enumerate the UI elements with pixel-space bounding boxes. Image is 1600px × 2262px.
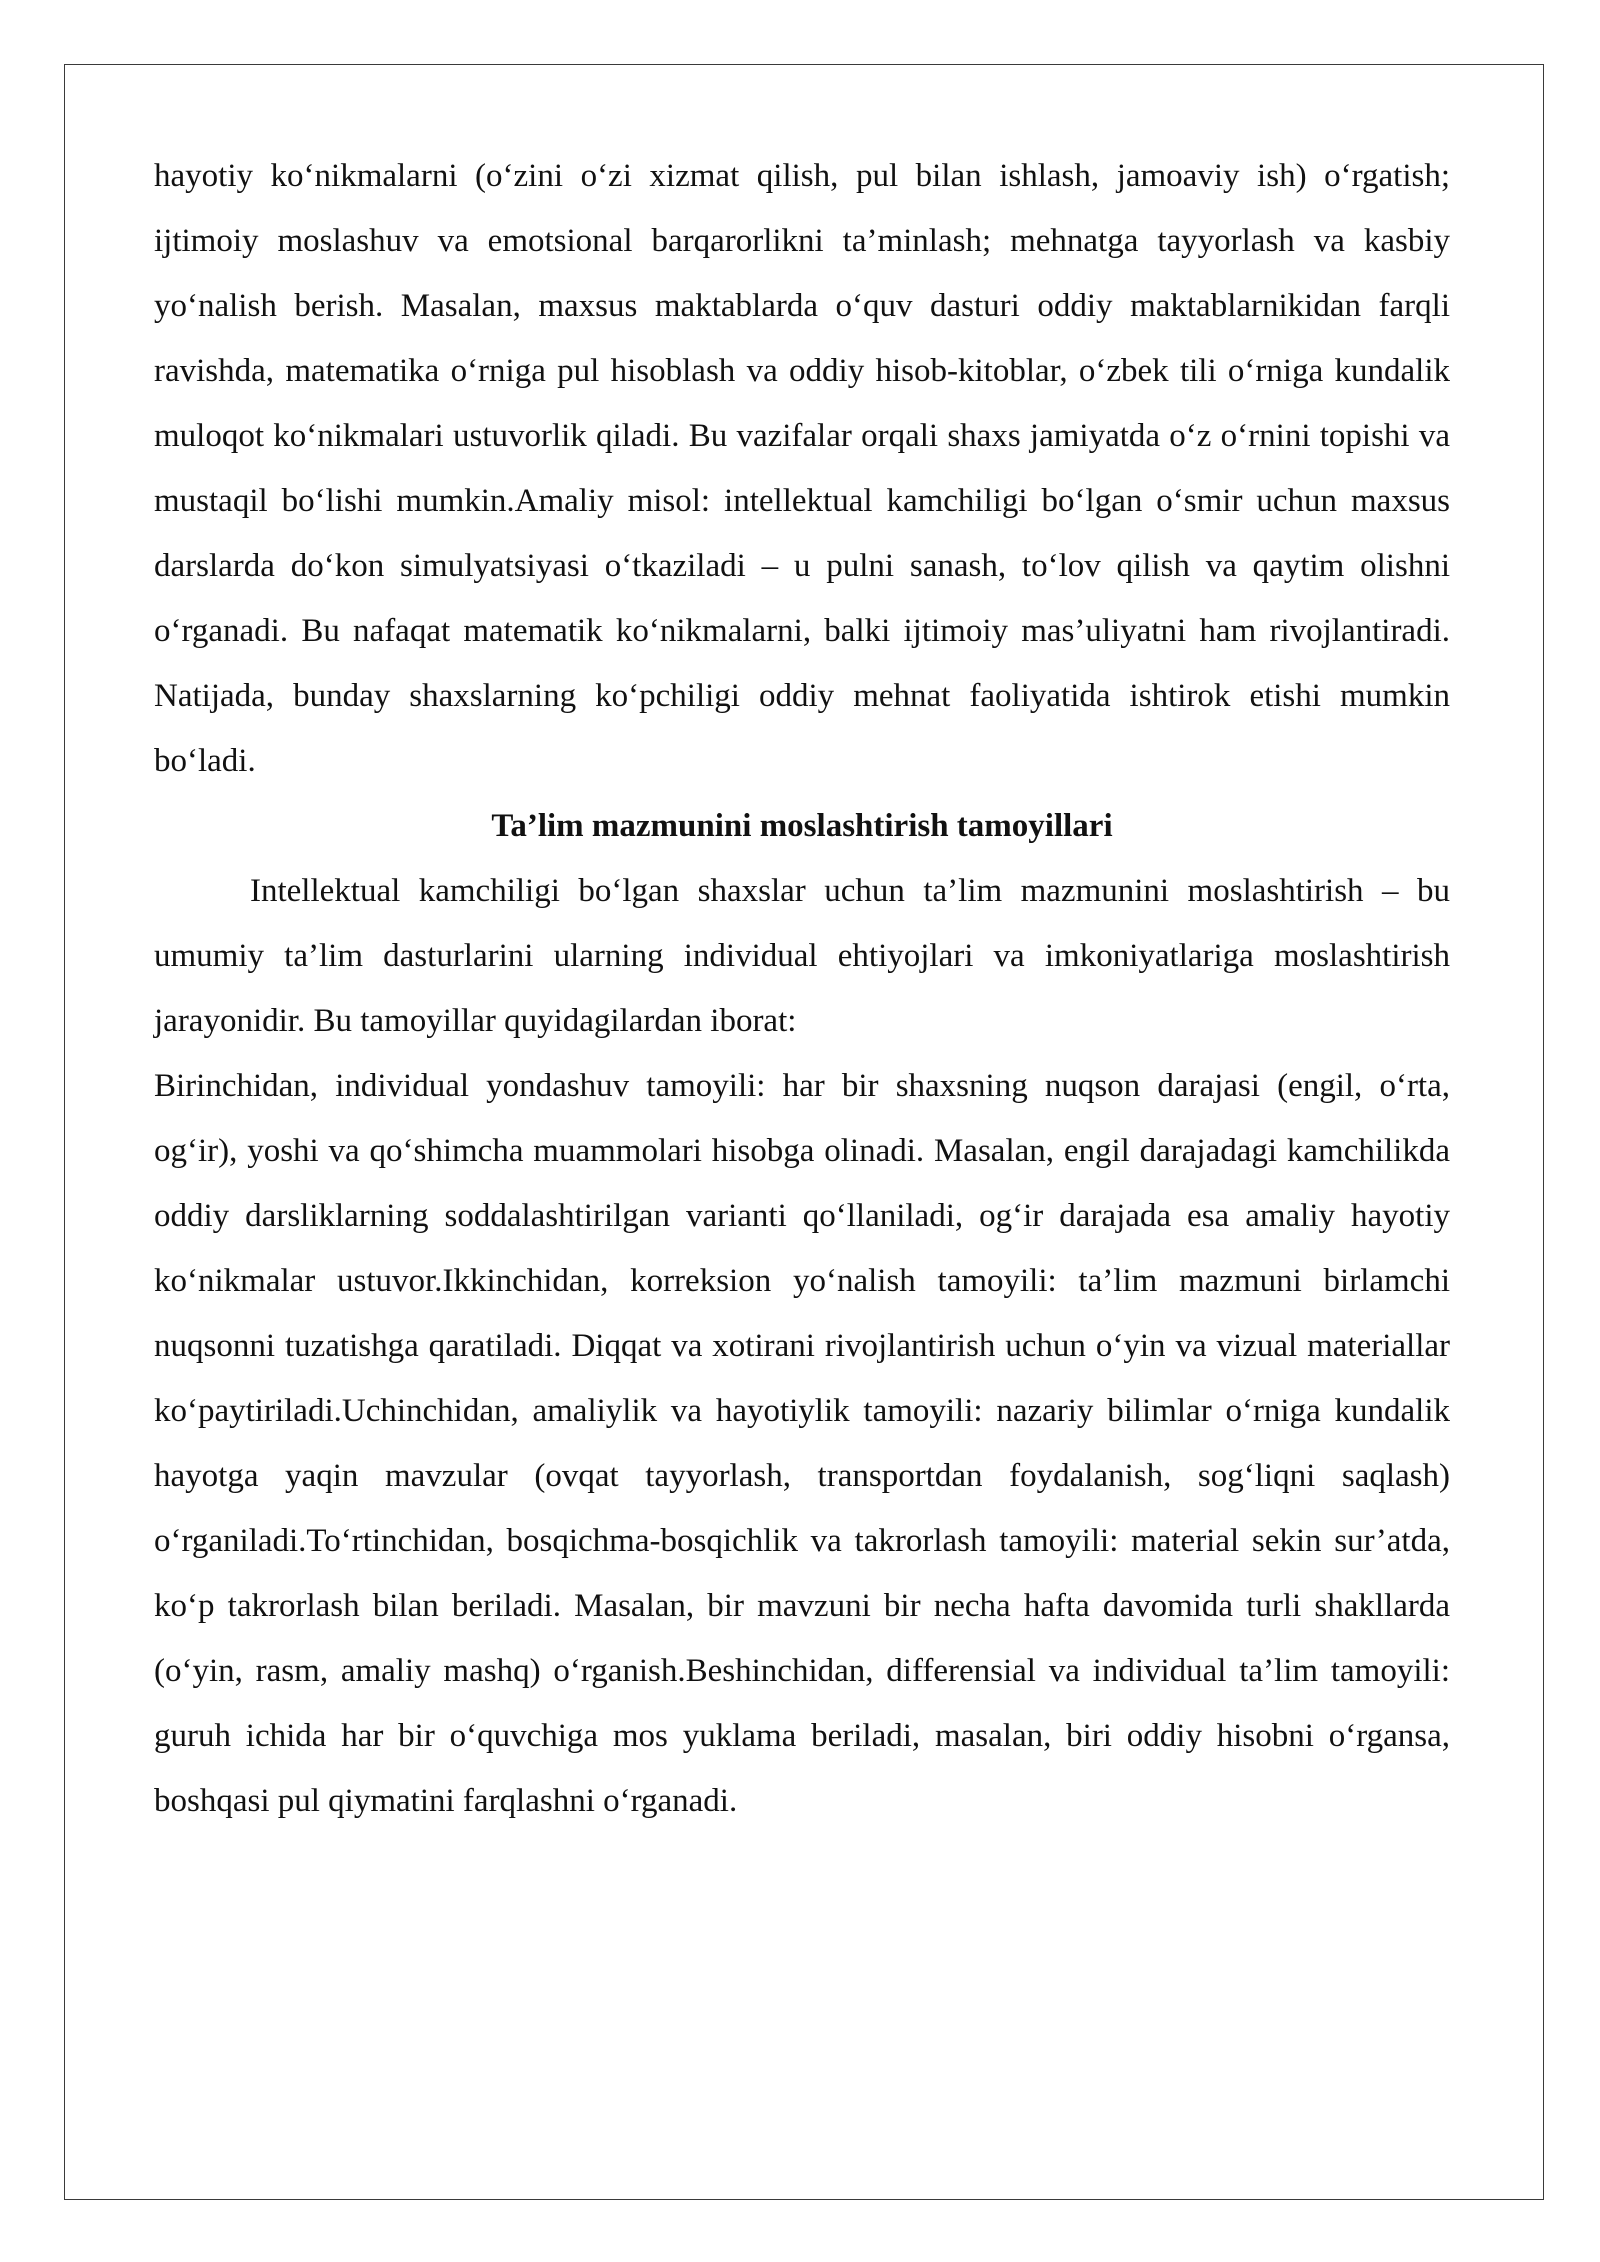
document-body [154, 144, 1450, 1834]
body-paragraph: Intellektual kamchiligi bo‘lgan shaxslar uchun ta’lim mazmunini moslashtirish – bu umumiy ta’lim dasturlarini ularning individual ehtiyojlari va imkoniyatlariga moslashtirish jarayonidir. Bu tamoyillar quyidagilardan iborat: [154, 873, 1450, 1039]
section-heading: Ta’lim mazmunini moslashtirish tamoyillari [491, 808, 1113, 844]
body-paragraph: hayotiy ko‘nikmalarni (o‘zini o‘zi xizmat qilish, pul bilan ishlash, jamoaviy ish) o‘rgatish; ijtimoiy moslashuv va emotsional barqarorlikni ta’minlash; mehnatga tayyorlash va kasbiy yo‘nalish berish. Masalan, maxsus maktablarda o‘quv dasturi oddiy maktablarnikidan farqli ravishda, matematika o‘rniga pul hisoblash va oddiy hisob-kitoblar, o‘zbek tili o‘rniga kundalik muloqot ko‘nikmalari ustuvorlik qiladi. Bu vazifalar orqali shaxs jamiyatda o‘z o‘rnini topishi va mustaqil bo‘lishi mumkin.Amaliy misol: intellektual kamchiligi bo‘lgan o‘smir uchun maxsus darslarda do‘kon simulyatsiyasi o‘tkaziladi – u pulni sanash, to‘lov qilish va qaytim olishni o‘rganadi. Bu nafaqat matematik ko‘nikmalarni, balki ijtimoiy mas’uliyatni ham rivojlantiradi. Natijada, bunday shaxslarning ko‘pchiligi oddiy mehnat faoliyatida ishtirok etishi mumkin bo‘ladi. [154, 158, 1450, 779]
body-paragraph: Birinchidan, individual yondashuv tamoyili: har bir shaxsning nuqson darajasi (engil, o‘rta, og‘ir), yoshi va qo‘shimcha muammolari hisobga olinadi. Masalan, engil darajadagi kamchilikda oddiy darsliklarning soddalashtirilgan varianti qo‘llaniladi, og‘ir darajada esa amaliy hayotiy ko‘nikmalar ustuvor.Ikkinchidan, korreksion yo‘nalish tamoyili: ta’lim mazmuni birlamchi nuqsonni tuzatishga qaratiladi. Diqqat va xotirani rivojlantirish uchun o‘yin va vizual materiallar ko‘paytiriladi.Uchinchidan, amaliylik va hayotiylik tamoyili: nazariy bilimlar o‘rniga kundalik hayotga yaqin mavzular (ovqat tayyorlash, transportdan foydalanish, sog‘liqni saqlash) o‘rganiladi.To‘rtinchidan, bosqichma-bosqichlik va takrorlash tamoyili: material sekin sur’atda, ko‘p takrorlash bilan beriladi. Masalan, bir mavzuni bir necha hafta davomida turli shakllarda (o‘yin, rasm, amaliy mashq) o‘rganish.Beshinchidan, differensial va individual ta’lim tamoyili: guruh ichida har bir o‘quvchiga mos yuklama beriladi, masalan, biri oddiy hisobni o‘rgansa, boshqasi pul qiymatini farqlashni o‘rganadi. [154, 1068, 1450, 1819]
